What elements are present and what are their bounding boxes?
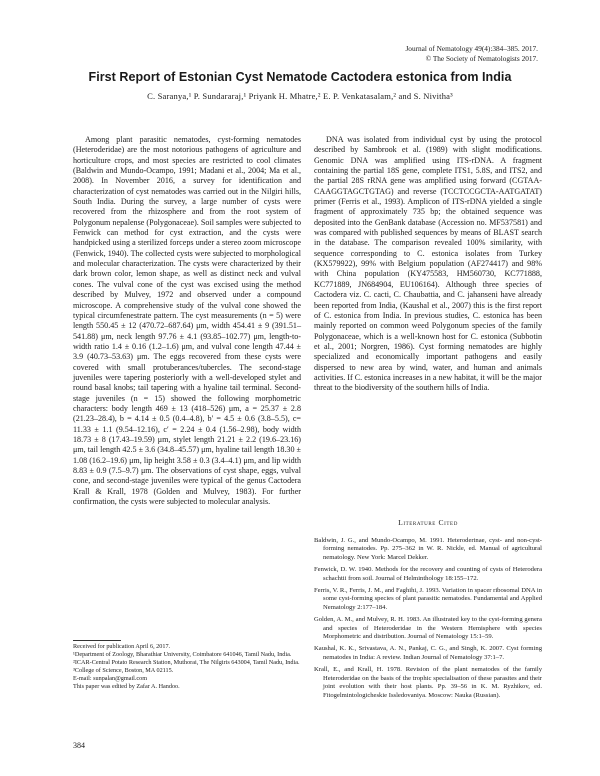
- literature-cited-heading: Literature Cited: [398, 518, 458, 527]
- footnote-affiliation-3: ³College of Science, Boston, MA 02115.: [73, 667, 174, 675]
- reference-item: Baldwin, J. G., and Mundo-Ocampo, M. 1991. Heteroderinae, cyst- and non-cyst-forming nematodes. Pp. 275–362 in W. R. Nickle, ed. Manual of agricultural nematology. New York: Marcel Dekker.: [314, 537, 542, 561]
- page-number: 384: [73, 741, 85, 750]
- reference-item: Krall, E., and Krall, H. 1978. Revision of the plant nematodes of the family Heteroderidae on the basis of the trophic specialisation of these parasites and their joint evolution with their host plants. Pp. 39–56 in K. M. Ryzhikov, ed. Fitogelmintologicheskie Issledovaniya. Moscow: Nauka (Russian).: [314, 666, 542, 699]
- author-list: C. Saranya,¹ P. Sundararaj,¹ Priyank H. Mhatre,² E. P. Venkatasalam,² and S. Nivitha³: [147, 91, 453, 101]
- reference-item: Fenwick, D. W. 1940. Methods for the recovery and counting of cysts of Heterodera schachtii from soil. Journal of Helminthology 18:155–172.: [314, 566, 542, 582]
- reference-list: [314, 537, 542, 704]
- reference-item: Ferris, V. R., Ferris, J. M., and Faghihi, J. 1993. Variation in spacer ribosomal DNA in some cyst-forming species of plant parasitic nematodes. Fundamental and Applied Nematology 2:177–184.: [314, 587, 542, 611]
- footnotes: [73, 643, 301, 692]
- footnote-editor: This paper was edited by Zafar A. Handoo.: [73, 683, 180, 691]
- journal-citation: [405, 44, 538, 63]
- journal-line-2: © The Society of Nematologists 2017.: [425, 53, 538, 63]
- body-paragraph: DNA was isolated from individual cyst by using the protocol described by Sambrook et al. (1989) with slight modifications. Genomic DNA was amplified using ITS-rDNA. A fragment containing the partial 18S gene, complete ITS1, 5.8S, and ITS2, and the partial 28S rRNA gene was amplified using forward (CGTAA-CAAGGTAGCTGTAG) and reverse (TCCTCCGCTA-AATGATAT) primer (Ferris et al., 1993). Amplicon of ITS-rDNA yielded a single fragment of approximately 735 bp; the obtained sequence was deposited into the GenBank database (Accession no. MF537581) and was compared with published sequences by means of BLAST search in the database. The comparison revealed 100% similarity, with sequence corresponding to C. estonica isolates from Turkey (KX579922), 99% with Belgium population (AF274417) and 98% with China population (KY475583, HM560730, KC771888, KC771889, JN684904, EU106164). Although three species of Cactodera viz. C. cacti, C. Chaubattia, and C. jahanseni have already been reported from India, (Kaushal et al., 2007) this is the first report of C. estonica from India. In previous studies, C. estonica has been mainly reported on common weed Polygonum species of the family Polygonaceae, which is a well-known host for C. estonica (Subbotin et al., 2001; Norgren, 1986). Cyst forming nematodes are highly specialized and economically important pathogens and easily dispersed to new area by wind, water, and human and animals activities. If C. estonica increases in a new habitat, it will be the major threat to the biodiversity of the southern hills of India.: [314, 135, 542, 393]
- reference-item: Golden, A. M., and Mulvey, R. H. 1983. An illustrated key to the cyst-forming genera and species of Heteroderidae in the Western Hemisphere with species Morphometric and distribution. Journal of Nematology 15:1–59.: [314, 616, 542, 641]
- footnote-affiliation-2: ²ICAR-Central Potato Research Station, Muthorai, The Nilgiris 643004, Tamil Nadu, India.: [73, 659, 300, 667]
- right-column: [314, 135, 542, 394]
- reference-item: Kaushal, K. K., Srivastava, A. N., Pankaj, C. G., and Singh, K. 2007. Cyst forming nematodes in India: A review. Indian Journal of Nematology 37:1–7.: [314, 645, 542, 661]
- paper-title: First Report of Estonian Cyst Nematode Cactodera estonica from India: [88, 70, 512, 84]
- footnote-received: Received for publication April 6, 2017.: [73, 643, 171, 650]
- footnote-affiliation-1: ¹Department of Zoology, Bharathiar University, Coimbatore 641046, Tamil Nadu, India.: [73, 651, 292, 659]
- body-paragraph: Among plant parasitic nematodes, cyst-forming nematodes (Heteroderidae) are the most notorious pathogens of agriculture and horticulture crops, and most species are restricted to cool climates (Baldwin and Mundo-Ocampo, 1991; Madani et al., 2004; Ma et al., 2008). In November 2016, a survey for identification and characterization of cyst nematodes was carried out in the Nilgiri hills, South India. During the survey, a large number of cysts were recovered from the rhizosphere and from the root system of Polygonum nepalense (Polygonaceae). Soil samples were subjected to Fenwick can method for cyst extraction, and the cysts were handpicked using a sterilized forceps under a stereo zoom microscope (Fenwick, 1940). The collected cysts were subjected to morphological and molecular characterization. The cysts were characterized by their dark brown color, lemon shape, as well as distinct neck and vulval cones. The vulval cone of the cyst was excised using the method described by Mulvey, 1972 and observed under a compound microscope. A comprehensive study of the vulval cone showed the typical circumfenestrate pattern. The cyst measurements (n = 5) were length 550.45 ± 12 (470.72–687.64) μm, width 454.41 ± 9 (391.51–541.88) μm, neck length 97.76 ± 4.1 (93.85–102.77) μm, length-to-width ratio 1.4 ± 0.16 (1.2–1.6) μm, and vulval cone length 47.44 ± 3.9 (40.73–53.63) μm. The eggs recovered from these cysts were covered with small protuberances/tubercles. The second-stage juveniles were tapering posteriorly with a well-developed stylet and round basal knobs; tail tapering with a hyaline tail terminal. Second-stage juveniles (n = 15) showed the following morphometric characters: body length 469 ± 13 (418–526) μm, a = 25.37 ± 2.8 (21.23–28.4), b = 4.14 ± 0.5 (0.4–4.8), b′ = 4.5 ± 0.6 (3.8–5.5), c= 11.33 ± 1.1 (9.54–12.16), c′ = 2.24 ± 0.4 (1.56–2.98), body width 18.73 ± 8 (17.43–19.59) μm, stylet length 21.21 ± 2.2 (19.6–23.16) μm, tail length 42.5 ± 3.6 (34.8–45.57) μm, hyaline tail length 18.30 ± 1.08 (16.2–19.6) μm, lip height 3.58 ± 0.3 (3.4–4.1) μm, and lip width 8.83 ± 0.9 (7.5–9.7) μm. The observations of cyst shape, eggs, vulval cone, and second-stage juveniles were typical of the genus Cactodera Krall & Krall, 1978 (Golden and Mulvey, 1983). For further confirmation, the cysts were subjected to molecular analysis.: [73, 135, 301, 507]
- journal-line-1: Journal of Nematology 49(4):384–385. 2017.: [405, 44, 538, 53]
- footnote-divider: [73, 640, 121, 641]
- footnote-email: E-mail: sunpalan@gmail.com: [73, 675, 148, 683]
- left-column: [73, 135, 301, 507]
